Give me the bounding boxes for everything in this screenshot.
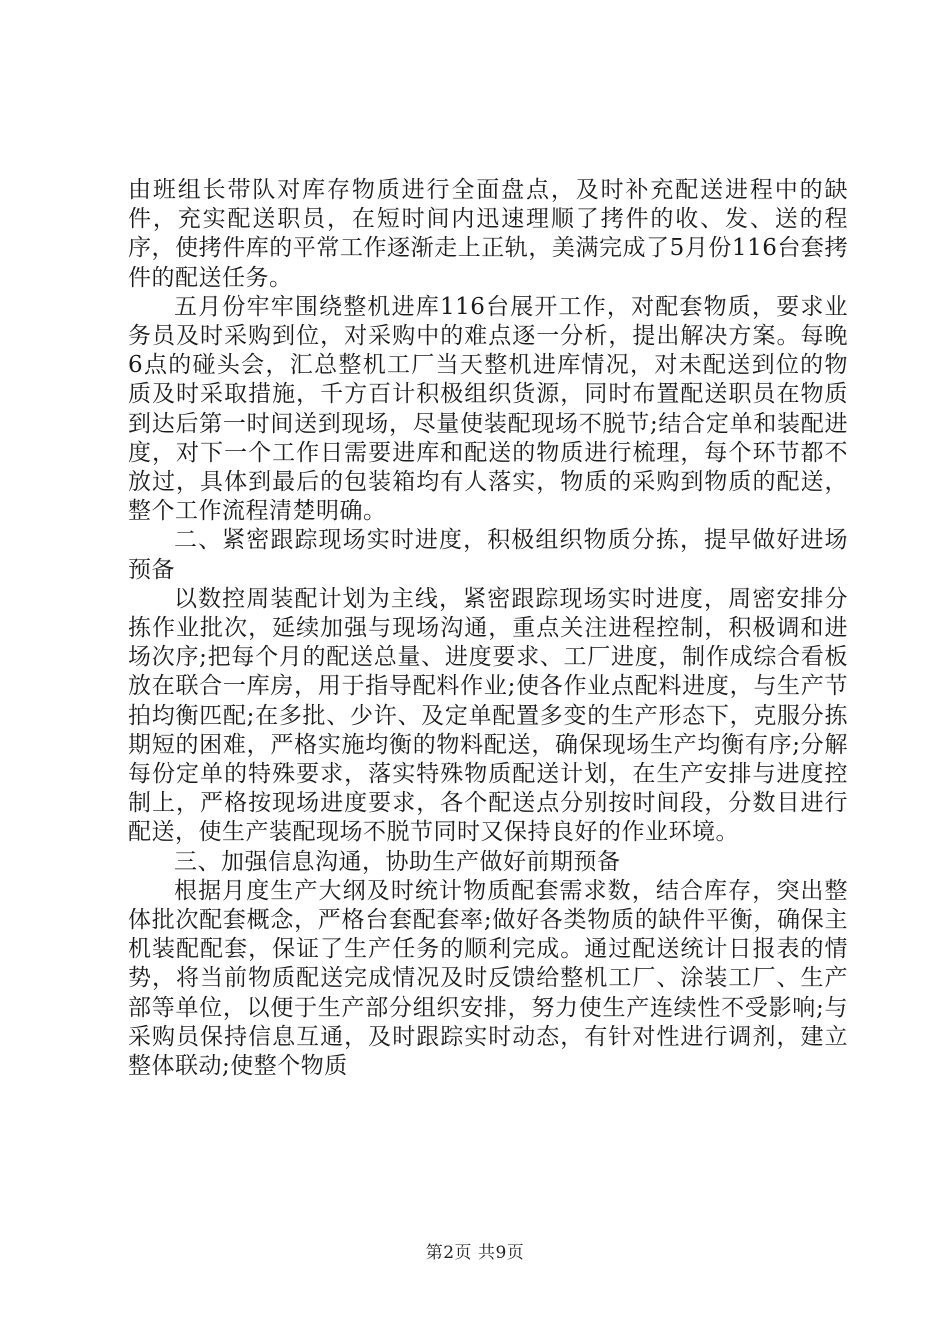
document-body: [128, 176, 848, 1081]
paragraph-1: 由班组长带队对库存物质进行全面盘点，及时补充配送进程中的缺件，充实配送职员，在短时间内迅速理顺了拷件的收、发、送的程序，使拷件库的平常工作逐渐走上正轨，美满完成了5月份116台套拷件的配送任务。: [128, 177, 848, 291]
page-number-footer: 第2页 共9页: [425, 1243, 525, 1263]
section-heading-2: 二、紧密跟踪现场实时进度，积极组织物质分拣，提早做好进场预备: [128, 527, 848, 583]
paragraph-4: 根据月度生产大纲及时统计物质配套需求数，结合库存，突出整体批次配套概念，严格台套配套率;做好各类物质的缺件平衡，确保主机装配配套，保证了生产任务的顺利完成。通过配送统计日报表的情势，将当前物质配送完成情况及时反馈给整机工厂、涂装工厂、生产部等单位，以便于生产部分组织安排，努力使生产连续性不受影响;与采购员保持信息互通，及时跟踪实时动态，有针对性进行调剂，建立整体联动;使整个物质: [128, 877, 848, 1080]
section-heading-3: 三、加强信息沟通，协助生产做好前期预备: [174, 848, 621, 875]
paragraph-2: 五月份牢牢围绕整机进库116台展开工作，对配套物质，要求业务员及时采购到位，对采购中的难点逐一分析，提出解决方案。每晚6点的碰头会，汇总整机工厂当天整机进库情况，对未配送到位的物质及时采取措施，千方百计积极组织货源，同时布置配送职员在物质到达后第一时间送到现场，尽量使装配现场不脱节;结合定单和装配进度，对下一个工作日需要进库和配送的物质进行梳理，每个环节都不放过，具体到最后的包装箱均有人落实，物质的采购到物质的配送，整个工作流程清楚明确。: [128, 293, 848, 525]
paragraph-3: 以数控周装配计划为主线，紧密跟踪现场实时进度，周密安排分拣作业批次，延续加强与现场沟通，重点关注进程控制，积极调和进场次序;把每个月的配送总量、进度要求、工厂进度，制作成综合看板放在联合一库房，用于指导配料作业;使各作业点配料进度，与生产节拍均衡匹配;在多批、少许、及定单配置多变的生产形态下，克服分拣期短的困难，严格实施均衡的物料配送，确保现场生产均衡有序;分解每份定单的特殊要求，落实特殊物质配送计划，在生产安排与进度控制上，严格按现场进度要求，各个配送点分别按时间段，分数目进行配送，使生产装配现场不脱节同时又保持良好的作业环境。: [128, 585, 848, 846]
